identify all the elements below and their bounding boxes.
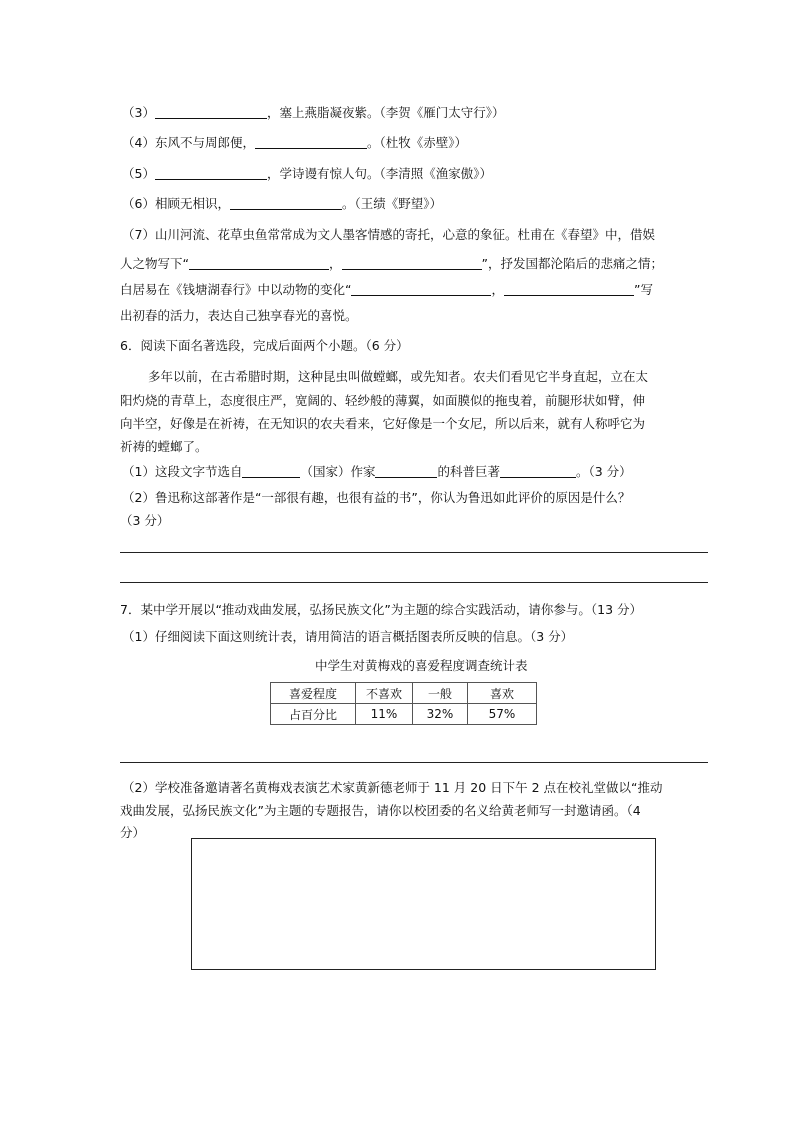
- answer-blank[interactable]: [351, 283, 491, 296]
- value-cell: 32%: [413, 704, 468, 725]
- question-7-header: 7．某中学开展以“推动戏曲发展，弘扬民族文化”为主题的综合实践活动，请你参与。（13 分）: [120, 602, 643, 617]
- header-cell: 喜欢: [468, 683, 537, 704]
- poem-line-6: [122, 196, 442, 212]
- poem-line-7c: [120, 282, 653, 298]
- passage-line: 多年以前，在古希腊时期，这种昆虫叫做螳螂，或先知者。农夫们看见它半身直起，立在太: [148, 369, 649, 384]
- poem-line-5: [122, 166, 492, 182]
- poem-line-4: [122, 135, 467, 151]
- poem-line-7b: [120, 256, 663, 272]
- answer-blank[interactable]: [155, 106, 267, 119]
- answer-line[interactable]: [120, 762, 708, 763]
- question-6-sub2-score: （3 分）: [120, 513, 170, 528]
- line-text: ，: [328, 256, 342, 271]
- item-number: （5）: [122, 166, 155, 181]
- line-text: 的科普巨著: [437, 464, 500, 479]
- header-cell: 喜爱程度: [271, 683, 356, 704]
- answer-blank-author[interactable]: [375, 465, 437, 478]
- line-text: ，塞上燕脂凝夜紫。（李贺《雁门太守行》）: [266, 105, 505, 120]
- table-title: 中学生对黄梅戏的喜爱程度调查统计表: [315, 658, 528, 673]
- line-text: 。（3 分）: [576, 464, 632, 479]
- line-text: 。（杜牧《赤壁》）: [366, 135, 467, 150]
- answer-blank[interactable]: [155, 167, 267, 180]
- answer-line[interactable]: [120, 552, 708, 553]
- invitation-answer-box[interactable]: [191, 838, 656, 970]
- value-cell: 57%: [468, 704, 537, 725]
- stats-table: [270, 682, 537, 725]
- question-7-sub1: （1）仔细阅读下面这则统计表，请用简洁的语言概括图表所反映的信息。（3 分）: [122, 629, 574, 644]
- passage-line: 向半空，好像是在祈祷，在无知识的农夫看来，它好像是一个女尼，所以后来，就有人称呼它为: [120, 416, 646, 431]
- line-text: （1）这段文字节选自: [122, 464, 243, 479]
- answer-blank[interactable]: [189, 257, 329, 270]
- answer-blank[interactable]: [230, 197, 342, 210]
- line-text: （4）东风不与周郎便，: [122, 135, 255, 150]
- poem-line-3: [122, 105, 504, 121]
- answer-blank[interactable]: [255, 136, 367, 149]
- poem-line-7a: （7）山川河流、花草虫鱼常常成为文人墨客情感的寄托，心意的象征。杜甫在《春望》中，借娱: [122, 227, 655, 242]
- header-cell: 一般: [413, 683, 468, 704]
- line-text: （6）相顾无相识，: [122, 196, 230, 211]
- passage-line: 阳灼烧的青草上，态度很庄严，宽阔的、轻纱般的薄翼，如面膜似的拖曳着，前腿形状如臂，伸: [120, 393, 646, 408]
- line-text: ，: [491, 282, 504, 297]
- question-6-sub2: （2）鲁迅称这部著作是“一部很有趣，也很有益的书”，你认为鲁迅如此评价的原因是什么？: [122, 490, 631, 505]
- line-text: （国家）作家: [300, 464, 376, 479]
- line-text: ”，抒发国都沦陷后的悲痛之情；: [481, 256, 663, 271]
- answer-line[interactable]: [120, 582, 708, 583]
- answer-blank-country[interactable]: [242, 465, 300, 478]
- line-text: ，学诗谩有惊人句。（李清照《渔家傲》）: [266, 166, 492, 181]
- answer-blank-book[interactable]: [500, 465, 576, 478]
- table-row: [271, 704, 537, 725]
- item-number: （3）: [122, 105, 155, 120]
- question-6-header: 6．阅读下面名著选段，完成后面两个小题。（6 分）: [120, 338, 409, 353]
- answer-blank[interactable]: [342, 257, 482, 270]
- table-header-row: [271, 683, 537, 704]
- row-label-cell: 占百分比: [271, 704, 356, 725]
- header-cell: 不喜欢: [356, 683, 413, 704]
- poem-line-7d: 出初春的活力，表达自己独享春光的喜悦。: [120, 308, 358, 323]
- line-text: ”写: [634, 282, 653, 297]
- passage-line: 祈祷的螳螂了。: [120, 439, 208, 454]
- question-7-sub2-line: 戏曲发展，弘扬民族文化”为主题的专题报告，请你以校团委的名义给黄老师写一封邀请函。（4: [120, 803, 641, 818]
- answer-blank[interactable]: [504, 283, 634, 296]
- line-text: 人之物写下“: [120, 256, 189, 271]
- question-7-sub2-line: （2）学校准备邀请著名黄梅戏表演艺术家黄新德老师于 11 月 20 日下午 2 点在校礼堂做以“推动: [122, 780, 663, 795]
- value-cell: 11%: [356, 704, 413, 725]
- question-6-sub1: [122, 464, 632, 480]
- question-7-sub2-line: 分）: [120, 825, 146, 840]
- line-text: 白居易在《钱塘湖春行》中以动物的变化“: [120, 282, 352, 297]
- line-text: 。（王绩《野望》）: [341, 196, 442, 211]
